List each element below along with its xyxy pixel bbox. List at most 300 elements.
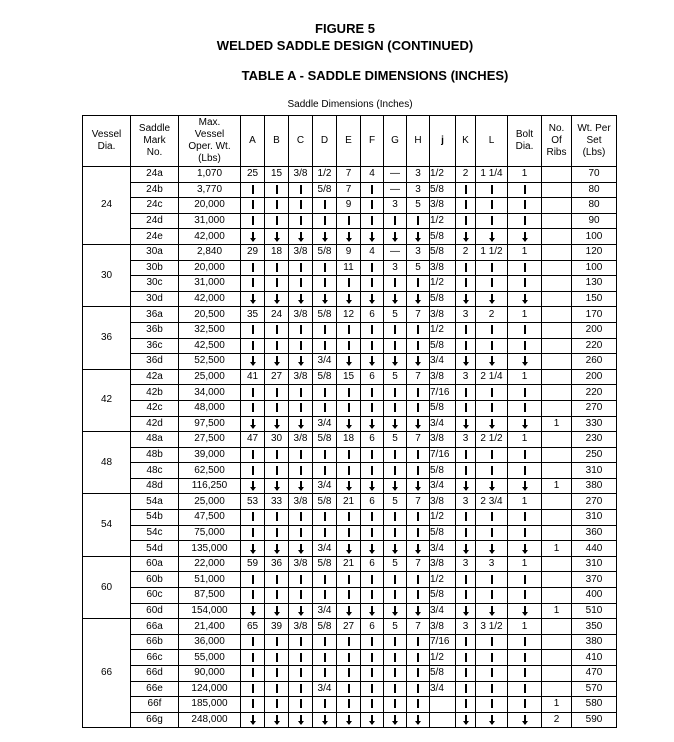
table-cell: 31,000: [179, 213, 241, 229]
table-cell: [508, 276, 542, 292]
table-cell: 66b: [131, 634, 179, 650]
table-cell: 380: [572, 478, 617, 494]
table-cell: [289, 416, 313, 432]
table-cell: 21: [337, 556, 361, 572]
table-cell: [265, 276, 289, 292]
table-cell: [476, 182, 508, 198]
table-cell: [476, 400, 508, 416]
table-cell: [384, 338, 407, 354]
table-cell: 66f: [131, 697, 179, 713]
column-header: B: [265, 116, 289, 167]
table-cell: 90: [572, 213, 617, 229]
table-cell: 31,000: [179, 276, 241, 292]
table-cell: [542, 260, 572, 276]
table-cell: 3/4: [313, 681, 337, 697]
table-cell: [241, 588, 265, 604]
table-cell: [313, 447, 337, 463]
table-cell: [337, 478, 361, 494]
table-cell: [265, 260, 289, 276]
table-cell: [265, 463, 289, 479]
header-row: [83, 116, 617, 167]
column-header: No. Of Ribs: [542, 116, 572, 167]
table-cell: [384, 385, 407, 401]
table-cell: [407, 634, 430, 650]
table-cell: [456, 276, 476, 292]
table-cell: [313, 697, 337, 713]
table-cell: 1: [542, 697, 572, 713]
vessel-diameter-cell: 24: [83, 167, 131, 245]
table-cell: [542, 634, 572, 650]
table-cell: [476, 681, 508, 697]
table-cell: 1: [542, 478, 572, 494]
column-header: C: [289, 116, 313, 167]
table-cell: 34,000: [179, 385, 241, 401]
table-cell: 310: [572, 510, 617, 526]
table-cell: [289, 510, 313, 526]
table-cell: [289, 182, 313, 198]
table-cell: [361, 666, 384, 682]
table-cell: 5: [384, 619, 407, 635]
table-cell: [407, 666, 430, 682]
table-cell: [384, 697, 407, 713]
table-cell: 1 1/2: [476, 244, 508, 260]
table-cell: [384, 478, 407, 494]
table-cell: 7: [407, 556, 430, 572]
table-cell: [241, 400, 265, 416]
table-cell: [289, 588, 313, 604]
table-cell: 4: [361, 167, 384, 183]
table-cell: 440: [572, 541, 617, 557]
table-cell: 66e: [131, 681, 179, 697]
saddle-dimensions-table: [82, 115, 617, 728]
table-cell: [265, 478, 289, 494]
table-row: [83, 478, 617, 494]
table-cell: [384, 681, 407, 697]
table-cell: [456, 229, 476, 245]
table-cell: [407, 229, 430, 245]
table-cell: [289, 666, 313, 682]
table-cell: 25,000: [179, 494, 241, 510]
table-cell: [313, 198, 337, 214]
table-cell: 3: [384, 260, 407, 276]
table-row: [83, 338, 617, 354]
column-header: G: [384, 116, 407, 167]
table-cell: 590: [572, 712, 617, 728]
table-cell: 60c: [131, 588, 179, 604]
table-cell: [508, 510, 542, 526]
table-cell: 42d: [131, 416, 179, 432]
table-cell: 27: [337, 619, 361, 635]
table-cell: [241, 447, 265, 463]
table-row: [83, 244, 617, 260]
table-cell: 80: [572, 182, 617, 198]
table-cell: 36b: [131, 322, 179, 338]
table-cell: [337, 634, 361, 650]
table-cell: [313, 634, 337, 650]
table-cell: 1/2: [430, 322, 456, 338]
table-cell: [456, 697, 476, 713]
table-cell: 12: [337, 307, 361, 323]
table-cell: 48,000: [179, 400, 241, 416]
table-cell: 9: [337, 244, 361, 260]
table-cell: [241, 182, 265, 198]
table-row: [83, 510, 617, 526]
table-cell: 5/8: [430, 588, 456, 604]
table-cell: 3/8: [430, 432, 456, 448]
table-cell: 7/16: [430, 634, 456, 650]
table-row: [83, 712, 617, 728]
table-cell: [337, 400, 361, 416]
table-cell: [508, 322, 542, 338]
table-cell: [476, 603, 508, 619]
table-cell: 7: [407, 432, 430, 448]
table-body: [83, 167, 617, 728]
table-cell: [384, 603, 407, 619]
table-cell: [384, 447, 407, 463]
table-cell: 6: [361, 369, 384, 385]
table-cell: 3: [456, 556, 476, 572]
table-cell: 3/4: [313, 603, 337, 619]
table-cell: 3/8: [289, 307, 313, 323]
table-cell: [241, 229, 265, 245]
table-cell: [265, 198, 289, 214]
table-cell: 65: [241, 619, 265, 635]
table-cell: 5/8: [430, 244, 456, 260]
table-cell: [508, 525, 542, 541]
table-cell: [361, 634, 384, 650]
table-cell: 27,500: [179, 432, 241, 448]
table-cell: [265, 322, 289, 338]
table-cell: [337, 603, 361, 619]
table-cell: [289, 354, 313, 370]
table-cell: [289, 541, 313, 557]
table-cell: 150: [572, 291, 617, 307]
column-header: K: [456, 116, 476, 167]
table-cell: [265, 400, 289, 416]
table-cell: [456, 400, 476, 416]
column-header: Saddle Mark No.: [131, 116, 179, 167]
table-cell: [476, 634, 508, 650]
table-cell: 570: [572, 681, 617, 697]
table-row: [83, 525, 617, 541]
table-cell: 59: [241, 556, 265, 572]
table-cell: [384, 229, 407, 245]
table-cell: 27: [265, 369, 289, 385]
table-cell: [265, 229, 289, 245]
table-cell: 260: [572, 354, 617, 370]
table-cell: [384, 572, 407, 588]
table-cell: 42,000: [179, 229, 241, 245]
table-cell: 3/8: [430, 369, 456, 385]
table-cell: [265, 291, 289, 307]
table-cell: 7/16: [430, 385, 456, 401]
table-cell: 3: [456, 494, 476, 510]
table-row: [83, 650, 617, 666]
table-cell: 580: [572, 697, 617, 713]
table-cell: [384, 712, 407, 728]
table-cell: [407, 354, 430, 370]
table-cell: [407, 588, 430, 604]
table-cell: [407, 338, 430, 354]
table-cell: [313, 588, 337, 604]
table-cell: 130: [572, 276, 617, 292]
table-cell: 36a: [131, 307, 179, 323]
table-cell: 7: [407, 369, 430, 385]
table-cell: 11: [337, 260, 361, 276]
table-cell: 75,000: [179, 525, 241, 541]
table-cell: [337, 525, 361, 541]
table-row: [83, 291, 617, 307]
table-cell: [542, 385, 572, 401]
table-cell: [313, 510, 337, 526]
table-cell: 1/2: [430, 572, 456, 588]
table-cell: 24: [265, 307, 289, 323]
table-cell: [508, 291, 542, 307]
table-cell: [313, 260, 337, 276]
table-cell: [337, 229, 361, 245]
table-cell: 1 1/4: [476, 167, 508, 183]
table-cell: 185,000: [179, 697, 241, 713]
table-cell: 3/4: [313, 478, 337, 494]
table-cell: [313, 572, 337, 588]
table-cell: 48a: [131, 432, 179, 448]
table-cell: [508, 603, 542, 619]
table-cell: [241, 463, 265, 479]
table-cell: [508, 354, 542, 370]
table-row: [83, 494, 617, 510]
table-cell: 3/4: [313, 416, 337, 432]
table-cell: 270: [572, 494, 617, 510]
table-cell: [542, 167, 572, 183]
table-cell: 42b: [131, 385, 179, 401]
table-cell: 410: [572, 650, 617, 666]
table-cell: [361, 322, 384, 338]
table-cell: [384, 541, 407, 557]
table-cell: [384, 213, 407, 229]
table-cell: [361, 510, 384, 526]
table-caption: Saddle Dimensions (Inches): [287, 99, 413, 110]
table-cell: [407, 603, 430, 619]
table-cell: 22,000: [179, 556, 241, 572]
table-cell: [289, 478, 313, 494]
table-cell: [313, 666, 337, 682]
table-cell: 24c: [131, 198, 179, 214]
table-row: [83, 666, 617, 682]
table-cell: 5/8: [430, 229, 456, 245]
table-cell: 5/8: [313, 182, 337, 198]
table-cell: [542, 291, 572, 307]
table-cell: [407, 416, 430, 432]
table-cell: [289, 650, 313, 666]
table-cell: 2,840: [179, 244, 241, 260]
table-cell: [407, 650, 430, 666]
table-row: [83, 556, 617, 572]
table-cell: 66d: [131, 666, 179, 682]
table-cell: [456, 478, 476, 494]
table-cell: 5: [384, 369, 407, 385]
table-cell: [265, 712, 289, 728]
table-cell: [456, 338, 476, 354]
table-cell: [361, 681, 384, 697]
table-cell: [476, 276, 508, 292]
table-cell: 36: [265, 556, 289, 572]
table-cell: [241, 666, 265, 682]
table-cell: 3/8: [430, 556, 456, 572]
table-cell: 36d: [131, 354, 179, 370]
table-cell: 6: [361, 307, 384, 323]
table-row: [83, 588, 617, 604]
table-cell: [241, 416, 265, 432]
table-cell: [476, 291, 508, 307]
table-cell: 47: [241, 432, 265, 448]
table-cell: [289, 322, 313, 338]
table-cell: 54d: [131, 541, 179, 557]
table-cell: [476, 385, 508, 401]
table-cell: [337, 697, 361, 713]
table-cell: [508, 681, 542, 697]
table-cell: 42,000: [179, 291, 241, 307]
table-cell: 250: [572, 447, 617, 463]
table-cell: [265, 525, 289, 541]
table-cell: 3: [456, 619, 476, 635]
table-cell: [456, 588, 476, 604]
table-cell: [361, 572, 384, 588]
table-cell: 1: [508, 619, 542, 635]
table-cell: 1/2: [430, 213, 456, 229]
table-cell: [384, 400, 407, 416]
table-cell: [361, 229, 384, 245]
table-row: [83, 541, 617, 557]
table-cell: 3: [407, 182, 430, 198]
vessel-diameter-cell: 54: [83, 494, 131, 556]
table-cell: [476, 510, 508, 526]
table-cell: 18: [265, 244, 289, 260]
table-cell: 32,500: [179, 322, 241, 338]
table-cell: [476, 478, 508, 494]
table-cell: [384, 588, 407, 604]
table-cell: 1: [508, 307, 542, 323]
table-cell: 39: [265, 619, 289, 635]
table-cell: 25,000: [179, 369, 241, 385]
table-cell: 4: [361, 244, 384, 260]
table-cell: 2: [476, 307, 508, 323]
table-cell: 100: [572, 229, 617, 245]
table-cell: [508, 447, 542, 463]
table-cell: 1: [542, 603, 572, 619]
table-cell: 380: [572, 634, 617, 650]
table-cell: 20,000: [179, 198, 241, 214]
table-cell: [337, 385, 361, 401]
table-cell: [542, 556, 572, 572]
table-cell: [508, 588, 542, 604]
table-cell: 3/4: [430, 541, 456, 557]
table-cell: [265, 354, 289, 370]
table-cell: [361, 400, 384, 416]
table-cell: 30a: [131, 244, 179, 260]
table-cell: —: [384, 182, 407, 198]
table-row: [83, 681, 617, 697]
table-cell: [476, 697, 508, 713]
table-cell: 3/8: [289, 432, 313, 448]
table-cell: 5: [384, 494, 407, 510]
table-cell: [313, 650, 337, 666]
table-row: [83, 260, 617, 276]
table-cell: 60a: [131, 556, 179, 572]
table-cell: [476, 572, 508, 588]
table-cell: —: [384, 244, 407, 260]
table-cell: [542, 244, 572, 260]
table-cell: [456, 198, 476, 214]
table-cell: [542, 369, 572, 385]
table-row: [83, 213, 617, 229]
table-cell: 6: [361, 494, 384, 510]
table-cell: 5/8: [313, 494, 337, 510]
table-row: [83, 182, 617, 198]
vessel-diameter-cell: 42: [83, 369, 131, 431]
table-cell: [542, 650, 572, 666]
table-cell: [313, 400, 337, 416]
table-cell: [289, 447, 313, 463]
table-cell: 30d: [131, 291, 179, 307]
table-cell: [384, 634, 407, 650]
table-cell: [337, 510, 361, 526]
table-row: [83, 229, 617, 245]
table-cell: [313, 525, 337, 541]
table-cell: [508, 634, 542, 650]
table-cell: [361, 182, 384, 198]
table-cell: [542, 666, 572, 682]
table-cell: 1,070: [179, 167, 241, 183]
table-row: [83, 198, 617, 214]
table-cell: [265, 182, 289, 198]
table-cell: [476, 213, 508, 229]
table-row: [83, 307, 617, 323]
table-cell: 53: [241, 494, 265, 510]
table-cell: [361, 478, 384, 494]
table-cell: [542, 229, 572, 245]
table-cell: [508, 666, 542, 682]
table-cell: [337, 213, 361, 229]
table-cell: [289, 213, 313, 229]
table-cell: [508, 572, 542, 588]
table-row: [83, 634, 617, 650]
table-cell: [337, 276, 361, 292]
table-cell: 7: [337, 182, 361, 198]
table-cell: [508, 182, 542, 198]
table-cell: [384, 322, 407, 338]
table-cell: [456, 681, 476, 697]
table-cell: [265, 213, 289, 229]
table-cell: [476, 447, 508, 463]
table-cell: [289, 712, 313, 728]
table-title: TABLE A - SADDLE DIMENSIONS (INCHES): [241, 68, 509, 83]
table-cell: [384, 650, 407, 666]
table-cell: [313, 338, 337, 354]
table-cell: [384, 276, 407, 292]
table-cell: 1: [508, 432, 542, 448]
table-cell: [313, 291, 337, 307]
table-cell: [508, 338, 542, 354]
table-cell: [313, 276, 337, 292]
table-cell: [542, 432, 572, 448]
table-cell: [407, 681, 430, 697]
table-row: [83, 322, 617, 338]
table-cell: [337, 541, 361, 557]
table-cell: 30: [265, 432, 289, 448]
column-header: D: [313, 116, 337, 167]
table-cell: [476, 712, 508, 728]
table-cell: 5/8: [430, 400, 456, 416]
